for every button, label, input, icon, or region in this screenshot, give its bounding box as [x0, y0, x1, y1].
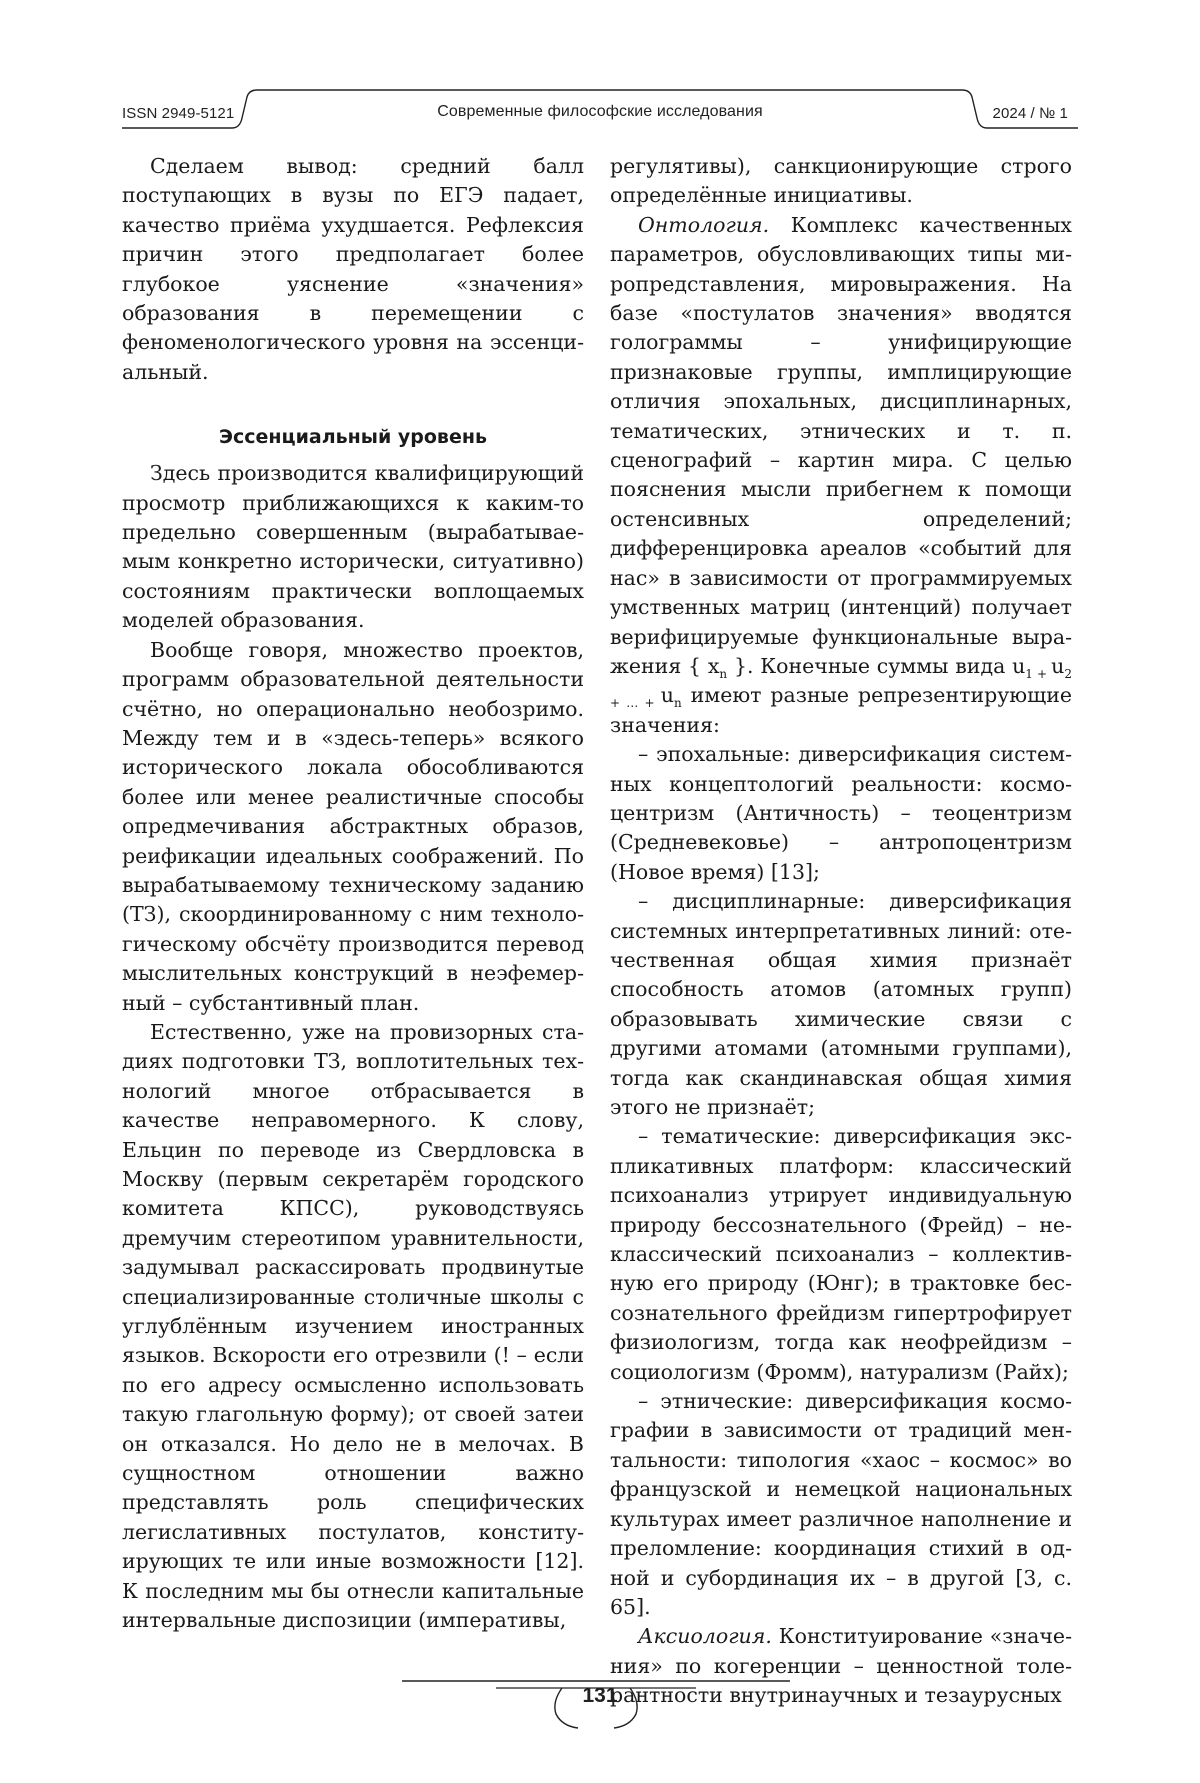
list-item: – этнические: диверсификация космографии в зависимости от традиций ментальности: типология «хаос – космос» во французской и немецкой национальных культурах имеет различное наполнение и преломление: координация стихий в одной и субординация их – в другой [3, с. 65]. — [610, 1389, 1072, 1619]
right-column — [610, 152, 1072, 1711]
list-item: – дисциплинарные: диверсификация системных интерпретативных линий: отечественная общая химия признаёт способность атомов (атомных групп) образовывать химические связи с другими атомами (атомными группами), тогда как скандинавская общая химия этого не признаёт; — [610, 889, 1072, 1119]
list-item: – эпохальные: диверсификация системных концептологий реальности: космоцентризм (Античность) – теоцентризм (Средневековье) – антропоцентризм (Новое время) [13]; — [610, 742, 1072, 884]
paragraph: Здесь производится квалифицирующий просмотр приближающихся к каким-то предельно совершенным (вырабатываемым конкретно исторически, ситуативно) состояниям практически воплощаемых моделей образования. — [122, 461, 584, 633]
left-column — [122, 152, 584, 1636]
running-header — [0, 0, 1200, 160]
journal-title: Современные философские исследования — [437, 103, 763, 120]
term-ontology: Онтология. — [638, 212, 770, 237]
paragraph-ontology: Онтология. Комплекс качественных параметров, обусловливающих типы миропредставления, мировыражения. На базе «постулатов значения» вводятся голограммы – унифицирующие признаковые группы, имплицирующие отличия эпохальных, дисциплинарных, тематических, этнических и т. п. сценографий – картин мира. С целью пояснения мысли прибегнем к помощи остенсивных определений; дифференцировка ареалов «событий для нас» в зависимости от программируемых умственных матриц (интенций) получает верифицируемые функциональные выражения { $x_n$ }. Конечные суммы вида $u_{1 +}$ $u_2$ $_{+ \dots +}$ $u_n$ имеют разные репрезентирующие значения: — [610, 212, 1072, 737]
paragraph: регулятивы), санкционирующие строго определённые инициативы. — [610, 154, 1072, 208]
issn-label: ISSN 2949-5121 — [122, 105, 235, 122]
header-rule — [0, 0, 1200, 160]
paragraph-axiology: Аксиология. Конституирование «значения» по когеренции – ценностной толерантности внутринаучных и тезаурусных — [610, 1624, 1072, 1708]
section-heading: Эссенциальный уровень — [219, 426, 487, 449]
paragraph: Вообще говоря, множество проектов, программ образовательной деятельности счётно, но операционально необозримо. Между тем и в «здесь-теперь» всякого исторического локала обособливаются более или менее реалистичные способы опредмечивания абстрактных образов, реификации идеальных соображений. По вырабатываемому техническому заданию (ТЗ), скоординированному с ним технологическому обсчёту производится перевод мыслительных конструкций в неэфемерный – субстантивный план. — [122, 637, 584, 1015]
paragraph: Сделаем вывод: средний балл поступающих в вузы по ЕГЭ падает, качество приёма ухудшается. Рефлексия причин этого предполагает более глубокое уяснение «значения» образования в перемещении с феноменологического уровня на эссенциальный. — [122, 154, 584, 384]
page-number: 131 — [582, 1684, 618, 1707]
term-axiology: Аксиология. — [638, 1624, 772, 1649]
issue-label: 2024 / № 1 — [992, 105, 1068, 122]
list-item: – тематические: диверсификация экспликативных платформ: классический психоанализ утрирует индивидуальную природу бессознательного (Фрейд) – неклассический психоанализ – коллективную его природу (Юнг); в трактовке бессознательного фрейдизм гипертрофирует физиологизм, тогда как неофрейдизм – социологизм (Фромм), натурализм (Райх); — [610, 1124, 1072, 1384]
paragraph: Естественно, уже на провизорных стадиях подготовки ТЗ, воплотительных технологий многое отбрасывается в качестве неправомерного. К слову, Ельцин по переводе из Свердловска в Москву (первым секретарём городского комитета КПСС), руководствуясь дремучим стереотипом уравнительности, задумывал раскассировать продвинутые специализированные столичные школы с углублённым изучением иностранных языков. Вскорости его отрезвили (! – если по его адресу осмысленно использовать такую глагольную форму); от своей затеи он отказался. Но дело не в мелочах. В сущностном отношении важно представлять роль специфических легислативных постулатов, конституирующих те или иные возможности [12]. К последним мы бы отнесли капитальные интервальные диспозиции (императивы, — [122, 1019, 584, 1633]
